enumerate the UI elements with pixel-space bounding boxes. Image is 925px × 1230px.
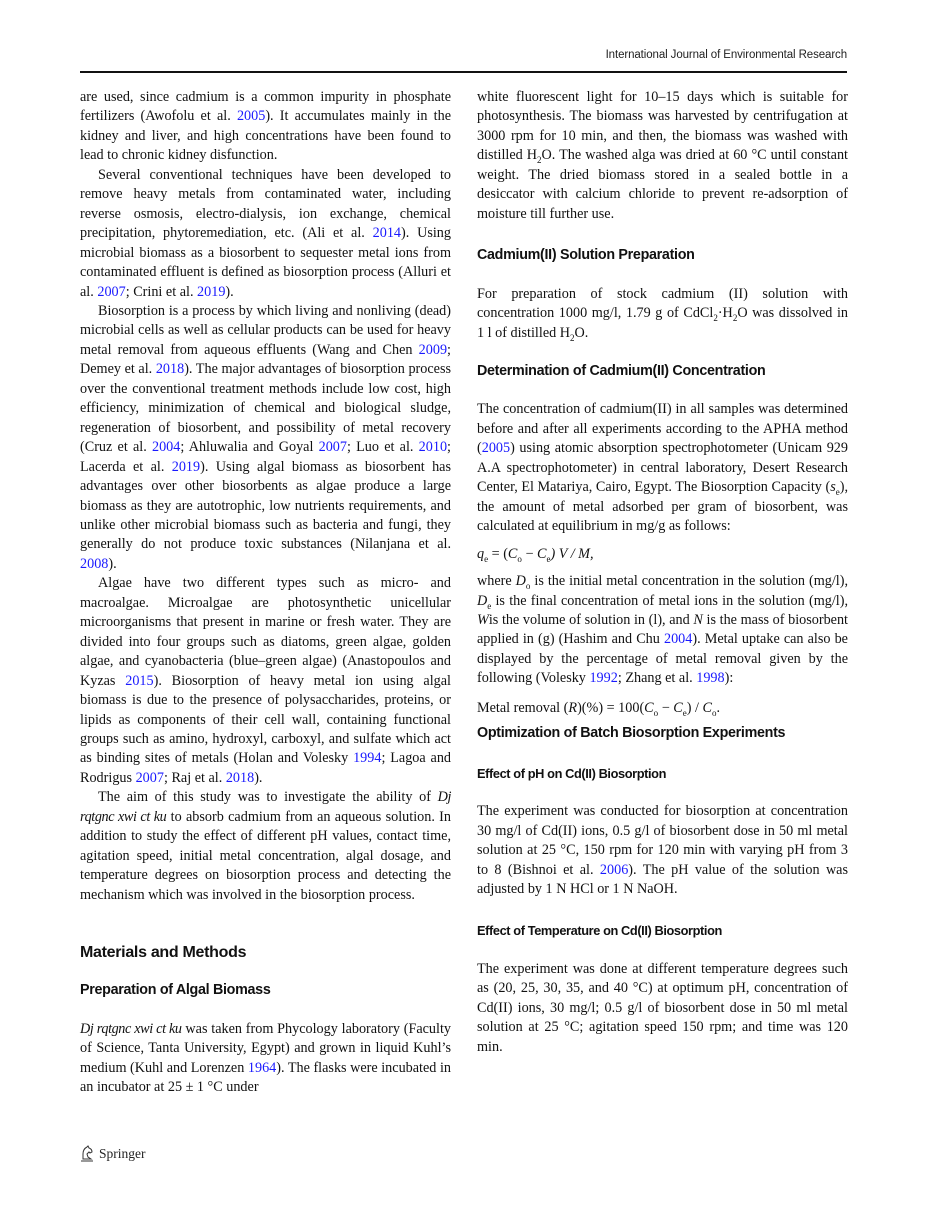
subsubsection-heading: Effect of Temperature on Cd(II) Biosorption [477, 923, 722, 939]
text: ). [254, 769, 263, 786]
citation-link[interactable]: 2005 [236, 108, 266, 125]
text: ; Ahluwalia and Goyal [180, 439, 319, 456]
text: The concentration of cadmium(II) in all samples was determined before and after all experiments according to the APHA method ( [477, 401, 848, 457]
equation-metal-removal [477, 699, 848, 718]
subscript: 2 [570, 332, 575, 343]
math-operator: − [521, 545, 537, 562]
citation-link[interactable]: 2007 [318, 439, 347, 456]
subscript: o [711, 707, 717, 718]
subscript: e [487, 600, 492, 611]
text: ). [108, 555, 117, 572]
text: ). Metal uptake can also be displayed by the percentage of metal removal given by the following (Volesky [477, 631, 848, 687]
text: is the mass of biosorbent applied in (g) (Hashim and Chu [477, 611, 848, 648]
citation-link[interactable]: 2005 [481, 440, 511, 457]
subsection-heading: Optimization of Batch Biosorption Experiments [477, 725, 786, 742]
subscript: 2 [713, 312, 718, 323]
citation-link[interactable]: 2009 [418, 341, 448, 358]
text: ; Crini et al. [125, 283, 198, 300]
text: . [716, 699, 720, 716]
text: ·H [717, 305, 733, 322]
species-name: Dj rqtgnc xwi ct ku [80, 789, 451, 825]
math-symbol: R [568, 699, 578, 716]
text: ) using atomic absorption spectrophotometer (Unicam 929 A.A spectrophotometer) in central laboratory, Desert Research Center, El Matariya, Cairo, Egypt. The Biosorption Capacity ( [477, 440, 848, 496]
math-symbol: ) V / M, [550, 545, 594, 562]
subscript: e [682, 707, 687, 718]
citation-link[interactable]: 2004 [151, 439, 181, 456]
subscript: e [484, 553, 489, 564]
text: )(%) = 100( [577, 699, 645, 716]
subscript: 2 [537, 155, 542, 166]
species-name: Dj rqtgnc xwi ct ku [80, 1020, 182, 1037]
citation-link[interactable]: 2014 [372, 225, 402, 242]
text: is the initial metal concentration in the solution (mg/l), [530, 573, 848, 590]
text: ; Zhang et al. [617, 670, 697, 687]
citation-link[interactable]: 2019 [197, 283, 226, 300]
equation-biosorption-capacity [477, 545, 848, 564]
math-symbol: C [673, 699, 683, 716]
springer-horse-icon [80, 1145, 95, 1162]
citation-link[interactable]: 2018 [155, 361, 185, 378]
citation-link[interactable]: 2007 [97, 283, 126, 300]
citation-link[interactable]: 2006 [599, 861, 629, 878]
citation-link[interactable]: 2010 [418, 439, 448, 456]
paragraph [477, 400, 848, 536]
paragraph [477, 285, 848, 343]
text: ). The pH value of the solution was adjusted by 1 N HCl or 1 N NaOH. [477, 861, 849, 897]
text: O was dissolved in 1 l of distilled H [477, 305, 848, 341]
subscript: o [653, 707, 659, 718]
citation-link[interactable]: 1998 [696, 670, 725, 687]
citation-link[interactable]: 2015 [125, 672, 154, 689]
math-symbol: C [537, 545, 547, 562]
paragraph [477, 88, 848, 224]
text: ; Lagoa and Rodrigus [80, 750, 452, 786]
paragraph [80, 1020, 451, 1098]
text: For preparation of stock cadmium (II) solution with concentration 1000 mg/l, 1.79 g of CdCl [477, 285, 848, 322]
text: ): [724, 670, 734, 687]
subscript: o [517, 553, 522, 564]
text: ; Luo et al. [346, 439, 419, 456]
subsubsection-heading: Effect of pH on Cd(II) Biosorption [477, 765, 666, 781]
section-heading: Materials and Methods [80, 944, 247, 962]
text: ). Using microbial biomass as a biosorbent to sequester metal ions from contaminated effluent is defined as biosorption process (Alluri et al. [80, 225, 451, 300]
paragraph [477, 802, 848, 899]
paragraph [80, 788, 451, 905]
running-header [80, 49, 847, 73]
text: ). It accumulates mainly in the kidney and liver, and high concentrations have been found to lead to chronic kidney disfunction. [80, 108, 451, 164]
text: Several conventional techniques have been developed to remove heavy metals from contaminated water, including reverse osmosis, electro-dialysis, ion exchange, chemical precipitation, phytoremediation, etc. (Ali et al. [80, 166, 451, 242]
paragraph [80, 88, 451, 166]
paragraph: The experiment was done at different temperature degrees such as (20, 25, 30, 35, and 40 °C) at optimum pH, concentration of Cd(II) ions, 30 mg/l; 0.5 g/l of biosorbent dose in 50 ml metal solution at 25 °C; agitation speed 150 rpm; and time was 120 min. [477, 960, 848, 1055]
math-symbol: C [702, 699, 712, 716]
text: are used, since cadmium is a common impurity in phosphate fertilizers (Awofolu et al. [80, 89, 451, 125]
text: The aim of this study was to investigate the ability of [98, 789, 438, 806]
text: ; Raj et al. [163, 769, 226, 786]
citation-link[interactable]: 2007 [135, 769, 164, 786]
text: Algae have two different types such as micro- and macroalgae. Microalgae are photosynthetic unicellular microorganisms that present in marine or fresh water. They are divided into four groups such as diatoms, green algae, golden algae, and cyanobacteria (blue–green algae) (Anastopoulos and Kyzas [80, 575, 451, 689]
publisher-name: Springer [99, 1145, 146, 1161]
citation-link[interactable]: 2019 [171, 458, 201, 475]
subscript: e [546, 553, 551, 564]
citation-link[interactable]: 2004 [663, 631, 693, 648]
math-symbol: C [644, 699, 654, 716]
text: white fluorescent light for 10–15 days which is suitable for photosynthesis. The biomass was harvested by centrifugation at 3000 rpm for 10 min, and then, the biomass was washed with distilled H [477, 89, 848, 164]
text: is the final concentration of metal ions in the solution (mg/l), [491, 592, 848, 609]
math-symbol: s [830, 479, 836, 496]
subsection-heading: Cadmium(II) Solution Preparation [477, 247, 695, 264]
math-operator: − [658, 699, 674, 716]
math-operator: = ( [488, 545, 508, 562]
text: ). Using algal biomass as biosorbent has advantages over other biosorbents as algae produce a large biomass as they are autotrophic, low nutrients requirements, and unlike other microbial biomass such as bacteria and fungi, they generally do not produce toxic substances (Nilanjana et al. [80, 458, 451, 553]
math-symbol: N [693, 611, 703, 628]
paragraph [80, 166, 451, 302]
text: O. The washed alga was dried at 60 °C until constant weight. The dried biomass stored in a sealed bottle in a desiccator with calcium chloride to prevent re-adsorption of moisture till further use. [477, 147, 848, 222]
subscript: e [835, 487, 840, 498]
citation-link[interactable]: 1992 [589, 670, 618, 687]
subsection-heading: Determination of Cadmium(II) Concentration [477, 362, 766, 379]
math-symbol: W [477, 611, 489, 628]
text: Metal removal ( [477, 699, 569, 716]
text: ). The flasks were incubated in an incubator at 25 ± 1 °C under [80, 1059, 451, 1096]
citation-link[interactable]: 1964 [247, 1059, 277, 1076]
text: ; Lacerda et al. [80, 439, 451, 475]
math-symbol: D [477, 592, 488, 609]
text: O. [574, 324, 589, 341]
paragraph [80, 574, 451, 788]
subsection-heading: Preparation of Algal Biomass [80, 982, 271, 999]
text: The experiment was conducted for biosorption at concentration 30 mg/l of Cd(II) ions, 0.5 g/l of biosorbent dose in 50 ml metal solution at 25 °C, 150 rpm for 120 min with varying pH from 3 to 8 (Bishnoi et al. [477, 803, 848, 878]
journal-title: International Journal of Environmental Research [605, 49, 847, 61]
subscript: o [525, 580, 531, 591]
text: where [477, 573, 516, 590]
subscript: 2 [732, 312, 738, 323]
math-symbol: C [507, 545, 518, 562]
right-column [477, 88, 848, 1057]
text: Biosorption is a process by which living and nonliving (dead) microbial cells as well as cellular products can be used for heavy metal removal from aqueous effluents (Wang and Chen [80, 302, 451, 358]
text: ; Demey et al. [80, 341, 451, 378]
text: is the volume of solution in (l), and [488, 611, 694, 628]
text: ). The major advantages of biosorption process over the conventional treatment methods include low cost, high efficiency, minimization of chemical and biological sludge, regeneration of biosorbent, and possibility of metal recovery (Cruz et al. [80, 361, 451, 456]
math-symbol: D [515, 573, 526, 590]
text: was taken from Phycology laboratory (Faculty of Science, Tanta University, Egypt) and grown in liquid Kuhl’s medium (Kuhl and Lorenzen [80, 1020, 452, 1076]
left-column [80, 88, 451, 1098]
citation-link[interactable]: 1994 [353, 750, 382, 767]
page-footer [80, 1145, 146, 1162]
text: ), the amount of metal adsorbed per gram of biosorbent, was calculated at equilibrium in mg/g as follows: [477, 479, 848, 535]
text: ). Biosorption of heavy metal ion using algal biomass is due to the presence of polysaccharides, proteins, or lipids as components of their cell wall, containing functional groups such as amino, hydroxyl, carboxyl, and sulfate which act as binding sites of metals (Holan and Volesky [80, 672, 451, 767]
text: to absorb cadmium from an aqueous solution. In addition to study the effect of different pH values, contact time, agitation speed, initial metal concentration, algal dosage, and temperature degrees on biosorption process and detecting the mechanism which was involved in the biosorption process. [80, 808, 451, 903]
citation-link[interactable]: 2008 [80, 555, 109, 572]
paragraph [477, 572, 848, 689]
paragraph [80, 302, 451, 574]
text: ) / [686, 699, 703, 716]
citation-link[interactable]: 2018 [225, 769, 255, 786]
text: ). [225, 283, 234, 300]
math-symbol: q [477, 545, 485, 562]
